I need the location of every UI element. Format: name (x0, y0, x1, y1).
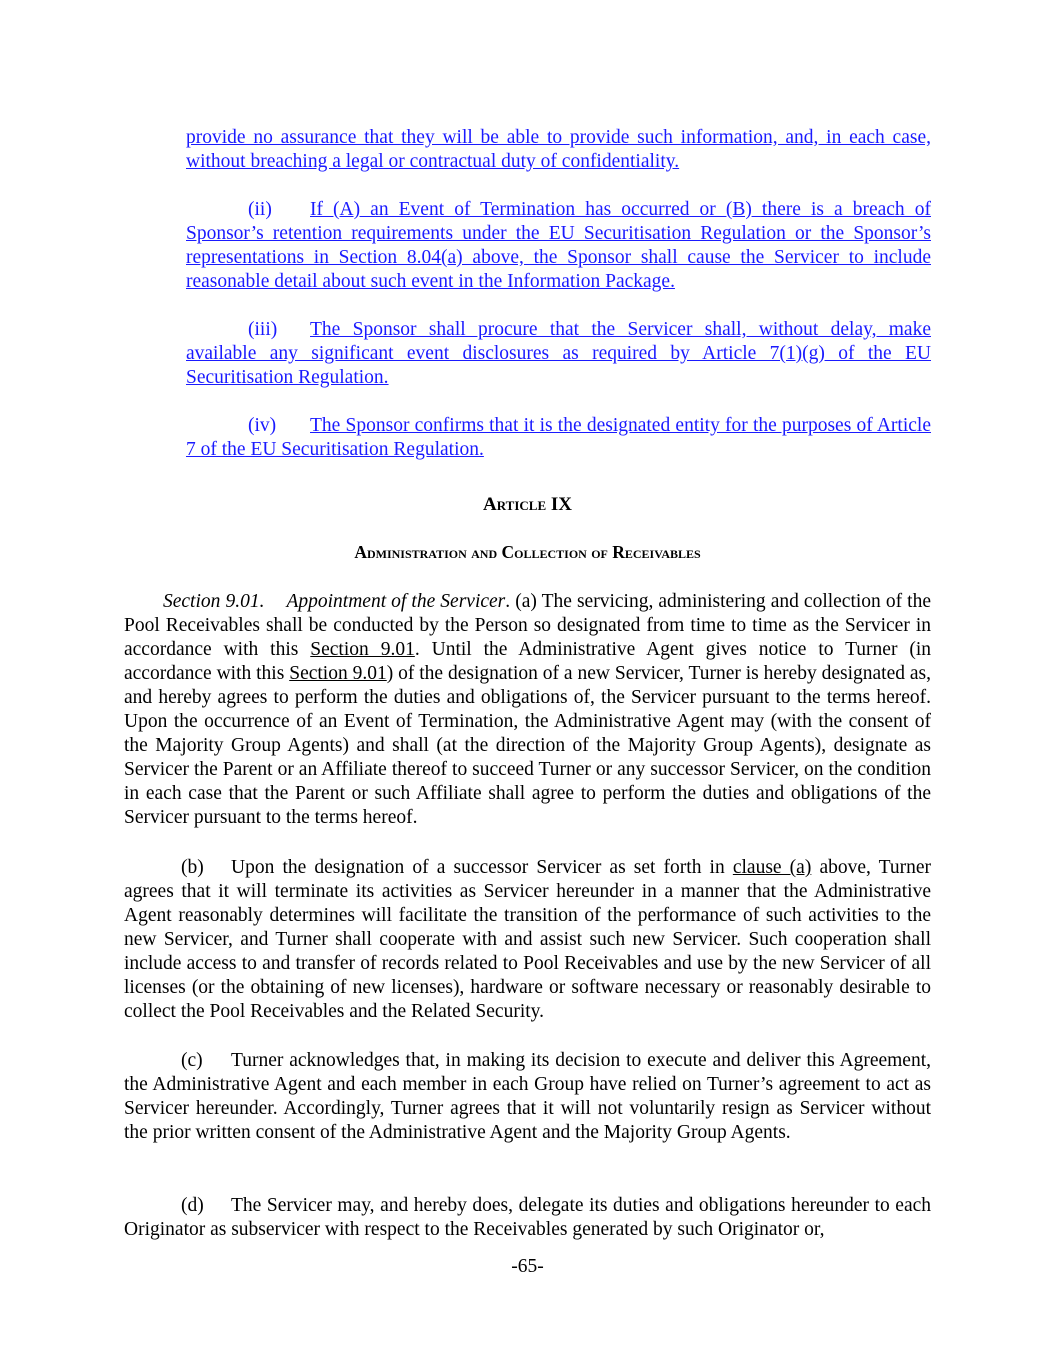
clause-label-c: (c) (181, 1050, 203, 1071)
article-title-heading: Administration and Collection of Receivables (354, 542, 701, 562)
section-9-01-paragraph-d: (d) The Servicer may, and hereby does, delegate its duties and obligations hereunder to each Originator as subservicer with respect to the Receivables generated by such Originator or, (124, 1195, 931, 1240)
clause-label-iv: (iv) (248, 415, 277, 436)
section-number: Section 9.01. (163, 591, 265, 612)
clause-label-iii: (iii) (248, 319, 278, 340)
clause-label-ii: (ii) (248, 199, 272, 220)
section-reference-link: Section 9.01 (310, 639, 415, 660)
inserted-paragraph-continuation: provide no assurance that they will be able to provide such information, and, in each case, without breaching a legal or contractual duty of confidentiality. (186, 127, 931, 172)
page-number: -65- (511, 1256, 544, 1277)
section-9-01-paragraph-a: Section 9.01. Appointment of the Servicer. (a) The servicing, administering and collection of the Pool Receivables shall be conducted by the Person so designated from time to time as the Servicer in accordance with this Section 9.01. Until the Administrative Agent gives notice to Turner (in accordance with this Section 9.01) of the designation of a new Servicer, Turner is hereby designated as, and hereby agrees to perform the duties and obligations of, the Servicer pursuant to the terms hereof. Upon the occurrence of an Event of Termination, the Administrative Agent may (with the consent of the Majority Group Agents) and shall (at the direction of the Majority Group Agents), designate as Servicer the Parent or an Affiliate thereof to succeed Turner or any successor Servicer, on the condition in each case that the Parent or such Affiliate shall agree to perform the duties and obligations of the Servicer pursuant to the terms hereof. (124, 591, 932, 828)
section-title: Appointment of the Servicer (286, 591, 506, 612)
section-9-01-paragraph-b: (b) Upon the designation of a successor Servicer as set forth in clause (a) above, Turner agrees that it will terminate its activities as Servicer hereunder in a manner that the Administrative Agent reasonably determines will facilitate the transition of the performance of such activities to the new Servicer, and Turner shall cooperate with and assist such new Servicer. Such cooperation shall include access to and transfer of records related to Pool Receivables and use by the new Servicer of all licenses (or the obtaining of new licenses), hardware or software necessary or reasonably desirable to collect the Pool Receivables and the Related Security. (124, 857, 932, 1022)
inserted-paragraph-iv: (iv) The Sponsor confirms that it is the designated entity for the purposes of Article 7 of the EU Securitisation Regulation. (186, 415, 931, 460)
section-9-01-paragraph-c: (c) Turner acknowledges that, in making its decision to execute and deliver this Agreement, the Administrative Agent and each member in each Group have relied on Turner’s agreement to act as Servicer hereunder. Accordingly, Turner agrees that it will not voluntarily resign as Servicer without the prior written consent of the Administrative Agent and the Majority Group Agents. (124, 1050, 931, 1143)
clause-label-b: (b) (181, 857, 204, 878)
article-number-heading: Article IX (483, 494, 572, 515)
inserted-paragraph-ii: (ii) If (A) an Event of Termination has occurred or (B) there is a breach of Sponsor’s retention requirements under the EU Securitisation Regulation or the Sponsor’s representations in Section 8.04(a) above, the Sponsor shall cause the Servicer to include reasonable detail about such event in the Information Package. (186, 199, 931, 292)
clause-reference-link: clause (a) (732, 857, 812, 878)
clause-label-d: (d) (181, 1195, 204, 1216)
section-reference-link: Section 9.01 (289, 663, 387, 684)
inserted-paragraph-iii: (iii) The Sponsor shall procure that the Servicer shall, without delay, make available any significant event disclosures as required by Article 7(1)(g) of the EU Securitisation Regulation. (186, 319, 931, 388)
